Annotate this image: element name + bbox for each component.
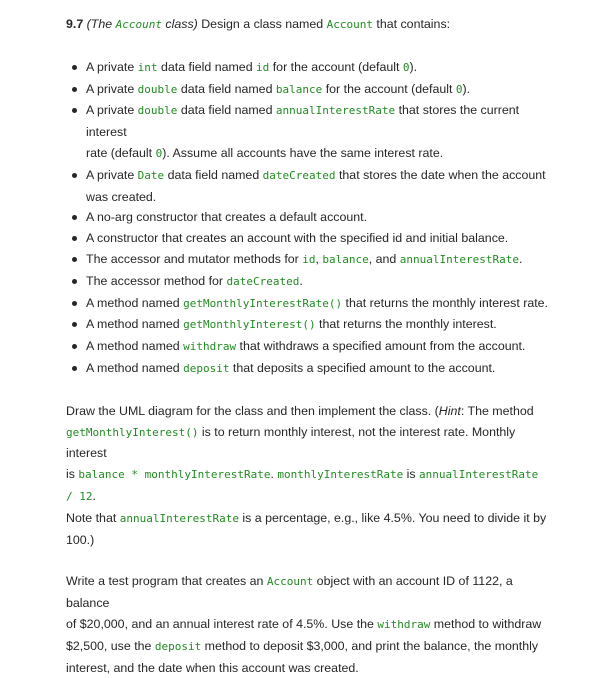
text-segment: A constructor that creates an account with the specified id and initial balance.: [86, 231, 509, 246]
code-segment: getMonthlyInterest(): [66, 425, 199, 439]
code-segment: annualInterestRate / 12: [66, 468, 539, 503]
title-class-code: Account: [115, 18, 162, 31]
text-segment: 100.): [66, 532, 95, 547]
text-segment: was created.: [86, 189, 157, 204]
test-program-paragraph: [66, 571, 550, 678]
text-segment: : The method: [460, 403, 534, 418]
text-segment: that withdraws a specified amount from the account.: [236, 339, 526, 354]
text-segment: object with an account ID of 1122, a balance: [66, 574, 513, 611]
text-segment: A method named: [86, 295, 184, 310]
text-segment: is to return monthly interest, not the interest rate. Monthly interest: [66, 424, 516, 461]
code-segment: Account: [266, 575, 314, 589]
text-segment: A method named: [86, 360, 184, 375]
code-segment: int: [137, 60, 158, 74]
text-segment: $2,500, use the: [66, 638, 155, 653]
text-segment: interest, and the date when this account was created.: [66, 660, 359, 675]
code-segment: monthlyInterestRate: [277, 468, 404, 482]
code-segment: deposit: [183, 361, 230, 375]
text-segment: that returns the monthly interest rate.: [342, 295, 548, 310]
code-segment: id: [256, 60, 270, 74]
code-segment: dateCreated: [226, 274, 300, 288]
text-segment: ,: [315, 251, 323, 266]
code-segment: 0: [402, 60, 410, 74]
requirements-list: [66, 57, 550, 380]
title-paren-open: (The: [83, 17, 116, 31]
exercise-title: [66, 14, 550, 36]
text-segment: Draw the UML diagram for the class and then implement the class. (: [66, 403, 439, 418]
text-segment: data field named: [177, 103, 276, 118]
text-segment: data field named: [157, 59, 257, 74]
text-segment: of $20,000, and an annual interest rate of 4.5%. Use the: [66, 616, 378, 631]
text-segment: A private: [86, 103, 138, 118]
text-segment: ).: [409, 59, 418, 74]
text-segment: A private: [86, 167, 138, 182]
code-segment: withdraw: [377, 617, 431, 631]
code-segment: double: [137, 82, 178, 96]
title-text-before: Design a class named: [197, 17, 327, 31]
text-segment: A method named: [86, 317, 184, 332]
text-segment: that stores the date when the account: [335, 167, 546, 182]
code-segment: withdraw: [183, 340, 237, 354]
requirement-item: [66, 100, 550, 164]
code-segment: id: [302, 252, 316, 266]
text-segment: for the account (default: [269, 59, 403, 74]
text-segment: .: [518, 251, 523, 266]
text-segment: A private: [86, 81, 138, 96]
text-segment: Write a test program that creates an: [66, 574, 267, 589]
code-segment: balance: [275, 82, 323, 96]
text-segment: that deposits a specified amount to the account.: [229, 360, 496, 375]
text-segment: for the account (default: [322, 81, 456, 96]
code-segment: double: [137, 104, 178, 118]
text-segment: The accessor method for: [86, 273, 227, 288]
text-segment: ). Assume all accounts have the same interest rate.: [162, 145, 444, 160]
requirement-item: [66, 57, 550, 79]
text-segment: .: [92, 488, 96, 503]
text-segment: is: [403, 467, 420, 482]
text-segment: , and: [368, 251, 400, 266]
title-class-name: Account: [326, 18, 373, 31]
title-paren-close: class): [161, 17, 198, 31]
requirement-item: [66, 271, 550, 293]
requirement-item: [66, 165, 550, 208]
text-segment: data field named: [164, 167, 263, 182]
text-segment: data field named: [177, 81, 276, 96]
code-segment: deposit: [154, 639, 202, 653]
code-segment: 0: [155, 146, 163, 160]
code-segment: balance: [322, 252, 369, 266]
text-segment: rate (default: [86, 145, 156, 160]
text-segment: method to deposit $3,000, and print the balance, the monthly: [201, 638, 539, 653]
requirement-item: [66, 314, 550, 336]
code-segment: annualInterestRate: [275, 104, 396, 118]
code-segment: getMonthlyInterest(): [183, 318, 316, 332]
text-segment: method to withdraw: [430, 616, 542, 631]
text-segment: A method named: [86, 339, 184, 354]
requirement-item: [66, 336, 550, 358]
code-segment: getMonthlyInterestRate(): [183, 296, 343, 310]
requirement-item: [66, 249, 550, 271]
text-segment: ).: [462, 81, 471, 96]
text-segment: that returns the monthly interest.: [315, 317, 497, 332]
text-segment: .: [270, 467, 278, 482]
requirement-item: [66, 358, 550, 380]
requirement-item: [66, 79, 550, 101]
text-segment: .: [299, 273, 303, 288]
requirement-item: [66, 228, 550, 249]
code-segment: 0: [455, 82, 463, 96]
code-segment: balance * monthlyInterestRate: [78, 468, 271, 482]
code-segment: Date: [137, 168, 165, 182]
requirement-item: [66, 293, 550, 315]
text-segment: is: [66, 467, 79, 482]
code-segment: dateCreated: [262, 168, 336, 182]
exercise-number: 9.7: [66, 17, 84, 31]
text-segment: A no-arg constructor that creates a default account.: [86, 210, 368, 225]
code-segment: annualInterestRate: [399, 252, 519, 266]
text-segment: Note that: [66, 510, 120, 525]
requirement-item: [66, 207, 550, 228]
uml-instructions-paragraph: [66, 401, 550, 551]
text-segment: is a percentage, e.g., like 4.5%. You need to divide it by: [238, 510, 547, 525]
text-segment: that stores the current interest: [86, 103, 520, 140]
text-segment: The accessor and mutator methods for: [86, 251, 303, 266]
code-segment: annualInterestRate: [119, 511, 239, 525]
italic-segment: Hint: [438, 403, 461, 418]
text-segment: A private: [86, 59, 138, 74]
title-text-after: that contains:: [372, 17, 451, 31]
